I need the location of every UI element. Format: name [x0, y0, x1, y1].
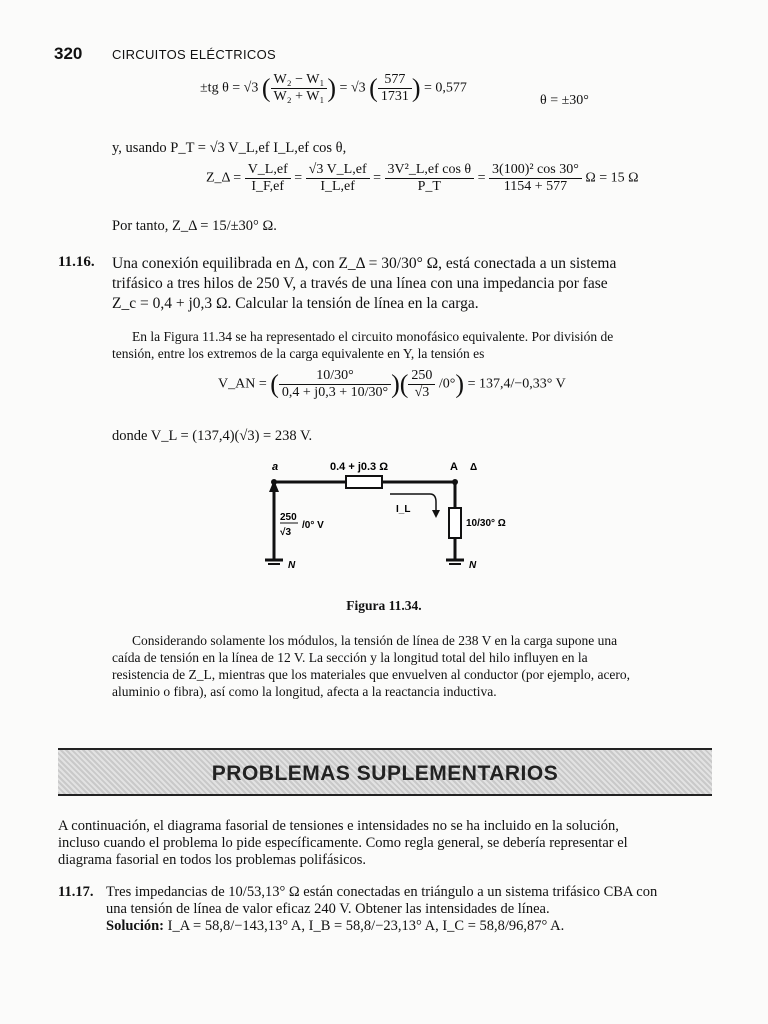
section-banner	[58, 748, 712, 796]
theta-result: θ = ±30°	[540, 93, 589, 108]
problem-11-17-statement: Tres impedancias de 10/53,13° Ω están conectadas en triángulo a un sistema trifásico CBA con una tensión de línea de valor eficaz 240 V. Obtener las intensidades de línea. Solución: I_A = 58,8/−143,13° A, I_B = 58,8/−23,13° A, I_C = 58,8/96,87° A.	[106, 884, 658, 934]
label-load: 10/30° Ω	[466, 518, 506, 529]
label-source-den: √3	[280, 527, 292, 538]
donde-line: donde V_L = (137,4)(√3) = 238 V.	[112, 428, 313, 444]
label-A: A	[450, 461, 458, 473]
label-IL: I_L	[396, 504, 411, 515]
problem-11-16-statement: Una conexión equilibrada en Δ, con Z_Δ = 30/30° Ω, está conectada a un sistema trifásico a tres hilos de 250 V, a través de una línea con una impedancia por fase Z_c = 0,4 + j0,3 Ω. Calcular la tensión de línea en la carga.	[112, 255, 617, 312]
label-line-impedance: 0.4 + j0.3 Ω	[330, 461, 389, 473]
intro-paragraph: A continuación, el diagrama fasorial de tensiones e intensidades no se ha incluido en la solución, incluso cuando el problema lo pide específicamente. Como regla general, se debería representar el diagrama fasorial en todos los problemas polifásicos.	[58, 818, 628, 868]
using-line: y, usando P_T = √3 V_L,ef I_L,ef cos θ,	[112, 140, 347, 156]
label-source-angle: /0° V	[302, 520, 324, 531]
solution-11-16-intro: En la Figura 11.34 se ha representado el circuito monofásico equivalente. Por división de tensión, entre los extremos de la carga equivalente en Y, la tensión es	[112, 329, 614, 361]
solution-label: Solución:	[106, 918, 165, 934]
label-N-right: N	[469, 560, 477, 571]
problem-number-11-17: 11.17.	[58, 884, 94, 900]
label-a: a	[272, 461, 279, 473]
equation-tg-theta: ±tg θ = √3 ( $\frac{\text{W₂ − W₁}}{\text{W₂ + W₁}}$ ) = √3 ( $\frac{577}{1731}$ ) = 0,577	[200, 72, 467, 104]
solution-11-17: I_A = 58,8/−143,13° A, I_B = 58,8/−23,13° A, I_C = 58,8/96,87° A.	[167, 918, 565, 934]
line-impedance-resistor	[346, 476, 382, 488]
node-A	[452, 479, 458, 485]
figure-caption: Figura 11.34.	[346, 598, 422, 613]
consider-paragraph: Considerando solamente los módulos, la tensión de línea de 238 V en la carga supone una caída de tensión en la línea de 12 V. La sección y la longitud total del hilo influyen en la resistencia de Z_L, mientras que los materiales que envuelven al conductor (por ejemplo, acero, aluminio o fibra), así como la longitud, afecta a la reactancia inductiva.	[112, 633, 631, 699]
label-delta: Δ	[470, 462, 478, 473]
problem-number-11-16: 11.16.	[58, 254, 95, 270]
circuit-figure	[250, 452, 550, 582]
equation-v-an: V_AN = ( $\frac{10/30^\circ}{0,4 + j0,3 + 10/30^\circ}$ )( $\frac{250}{√3}$ /0°) = 137,4/−0,33° V	[218, 368, 566, 400]
running-header: CIRCUITOS ELÉCTRICOS	[112, 47, 276, 62]
por-tanto-line: Por tanto, Z_Δ = 15/±30° Ω.	[112, 218, 277, 234]
equation-z-delta: Z_Δ = $\frac{V\_L,ef}{I\_F,ef}$ = $\frac{√3 V\_L,ef}{I\_L,ef}$ = $\frac{\text{3V²\_L,ef cos θ}}{P\_T}$ = $\frac{\text{3(100)² cos 30°}}{1154 + 577}$ Ω = 15 Ω	[206, 162, 639, 194]
load-impedance	[449, 508, 461, 538]
page-number: 320	[54, 44, 83, 63]
section-title: PROBLEMAS SUPLEMENTARIOS	[211, 762, 559, 785]
label-source-num: 250	[280, 512, 297, 523]
label-N-left: N	[288, 560, 296, 571]
